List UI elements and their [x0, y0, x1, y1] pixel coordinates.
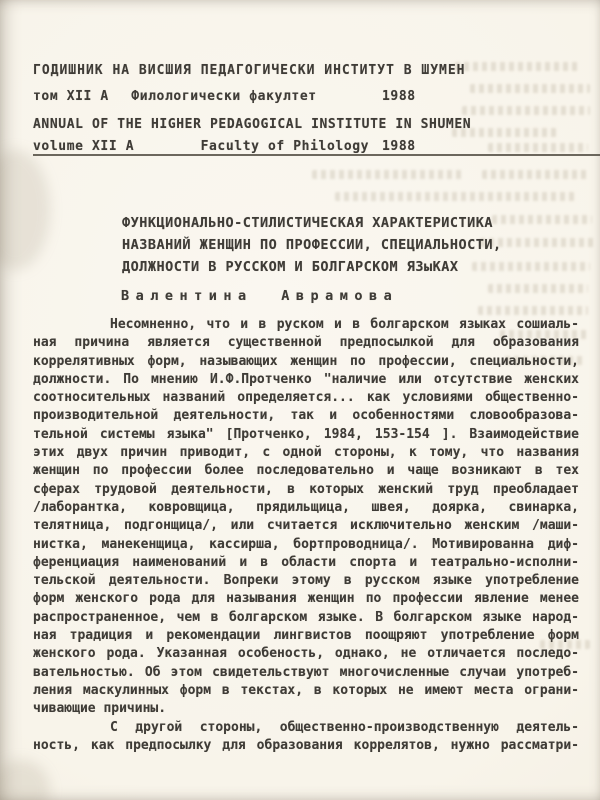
bleed-through-text-artifact [335, 192, 575, 201]
journal-volume-line-bulgarian [33, 89, 600, 104]
body-text-line: ность, как предпосылку для образования коррелятов, нужно рассматри- [33, 737, 579, 753]
body-text-line: Несомненно, что и в руском и в болгарском языках сошиаль- [110, 317, 579, 332]
body-text-line: производительной деятельности, так и особенностями словообразова- [33, 408, 579, 424]
article-body [33, 316, 579, 755]
bleed-through-text-artifact [312, 170, 462, 179]
body-text-line: сферах трудовой деятельности, в которых женский труд преобладает [33, 481, 579, 497]
volume-label-english: volume XII A [33, 139, 135, 154]
body-text-line: женского рода. Указанная особеность, однако, не отличается последо- [33, 646, 579, 662]
journal-volume-line-english [33, 139, 600, 154]
article-title [122, 212, 502, 278]
bleed-through-text-artifact [478, 306, 588, 315]
body-text-line: форм женского рода для называния женщин по профессии явление менее [33, 591, 579, 607]
volume-label-bulgarian: том XII А [33, 89, 109, 104]
body-text-line: тельной системы языка" [Протченко, 1984, 153-154 ]. Взаимодействие [33, 426, 579, 442]
year-english: 1988 [382, 139, 416, 154]
body-text-line: ференциация наименований и в области спорта и театрально-исполни- [33, 554, 579, 570]
body-text-line: женщин по профессии более последовательно и чаще возникают в тех [33, 463, 579, 479]
bleed-through-text-artifact [492, 215, 592, 224]
body-text-line: должности. По мнению И.Ф.Протченко "наличие или отсутствие женских [33, 371, 579, 387]
author-name: Валентина Аврамова [121, 288, 399, 304]
body-text-line: ная причина является существенной предпосылкой для образования [33, 335, 579, 351]
body-text-line: тельской деятельности. Вопреки этому в русском языке употребление [33, 573, 579, 589]
article-title-line: НАЗВАНИЙ ЖЕНЩИН ПО ПРОФЕССИИ, СПЕЦИАЛЬНОСТИ, [122, 237, 502, 253]
body-text-line: С другой стороны, общественно-производственную деятель- [110, 719, 579, 735]
body-text-line: соотносительных названий определяется... как условиями общественно- [33, 390, 579, 406]
header-divider-line [33, 154, 600, 156]
article-title-line: ФУНКЦИОНАЛЬНО-СТИЛИСТИЧЕСКАЯ ХАРАКТЕРИСТИКА [122, 215, 493, 231]
body-text-line: этих двух причин приводит, с одной стороны, к тому, что названия [33, 445, 579, 461]
journal-title-english: ANNUAL OF THE HIGHER PEDAGOGICAL INSTITUTE IN SHUMEN [33, 117, 472, 132]
body-text-line: коррелятивных форм, называющих женщин по профессии, специальности, [33, 353, 579, 369]
journal-title-bulgarian: ГОДИШНИК НА ВИСШИЯ ПЕДАГОГИЧЕСКИ ИНСТИТУТ В ШУМЕН [33, 63, 466, 78]
scan-smudge [0, 760, 50, 800]
bleed-through-text-artifact [462, 106, 590, 115]
body-text-line: нистка, манекенщица, кассирша, бортпроводница/. Мотивированна диф- [33, 536, 579, 552]
article-title-line: ДОЛЖНОСТИ В РУССКОМ И БОЛГАРСКОМ ЯЗыКАХ [122, 259, 459, 275]
bleed-through-text-artifact [482, 170, 590, 179]
body-text-line: ления маскулинных форм в текстах, в которых не имеют места ограни- [33, 682, 579, 698]
body-text-line: ная традиция и рекомендации лингвистов поощряют употребление форм [33, 628, 579, 644]
scan-smudge [0, 150, 50, 270]
body-text-line: распространенное, чем в болгарском языке. В болгарском языке народ- [33, 609, 579, 625]
faculty-label-bulgarian: Филологически факултет [131, 89, 317, 104]
bleed-through-text-artifact [488, 284, 588, 293]
body-text-line: чивающие причины. [33, 701, 167, 717]
year-bulgarian: 1988 [382, 89, 416, 104]
faculty-label-english: Faculty of Philology [200, 139, 370, 154]
body-text-line: /лаборантка, ковровщица, прядильщица, швея, доярка, свинарка, [33, 499, 579, 515]
body-text-line: вательностью. Об этом свидетельствуют многочисленные случаи употреб- [33, 664, 579, 680]
body-text-line: телятница, подгонщица/, или считается исключительно женским /маши- [33, 518, 579, 534]
